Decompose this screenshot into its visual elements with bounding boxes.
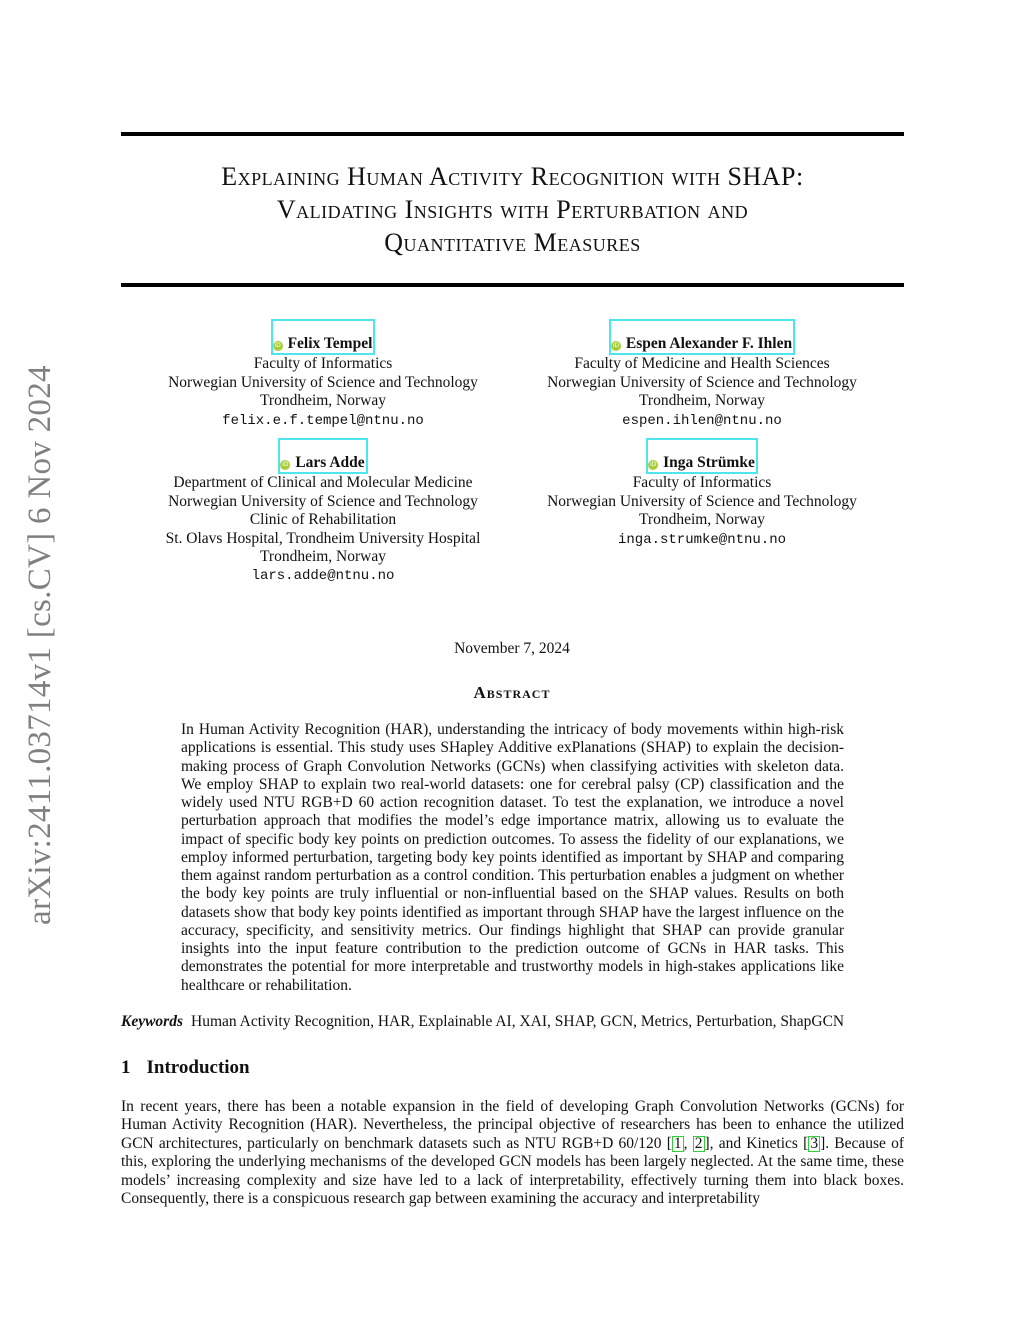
author-email[interactable]: lars.adde@ntnu.no xyxy=(251,568,395,585)
orcid-icon[interactable]: iD xyxy=(649,461,657,468)
author-name: Espen Alexander F. Ihlen xyxy=(625,335,793,352)
author-affiliation: Faculty of Informatics xyxy=(253,355,393,373)
author-affiliation: Trondheim, Norway xyxy=(638,392,765,410)
intro-text: ], and Kinetics [ xyxy=(704,1134,809,1152)
author-email[interactable]: inga.strumke@ntnu.no xyxy=(617,531,787,548)
intro-text: In recent years, there has been a notable expansion in the field of developing Graph Convolution Networks (GCNs) for Human Activity Recognition (HAR). Nevertheless, the principal objective of researchers has been to enhance the utilized GCN architectures, particularly on benchmark datasets such as NTU RGB+D 60/120 [ xyxy=(121,1098,904,1152)
author-affiliation: Norwegian University of Science and Technology xyxy=(168,373,478,391)
author-affiliation: Norwegian University of Science and Technology xyxy=(547,492,857,510)
orcid-icon[interactable]: iD xyxy=(612,342,620,349)
orcid-icon[interactable]: iD xyxy=(282,461,289,468)
title-rule-bottom xyxy=(121,283,904,287)
author-affiliation: Clinic of Rehabilitation xyxy=(249,511,397,529)
title-line-2: Validating Insights with Perturbation and xyxy=(276,195,749,224)
author-email[interactable]: espen.ihlen@ntnu.no xyxy=(622,412,782,429)
arxiv-identifier: arXiv:2411.03714v1 [cs.CV] 6 Nov 2024 xyxy=(22,365,58,925)
citation-link[interactable]: 3 xyxy=(810,1134,819,1152)
author-name-link[interactable] xyxy=(271,319,376,355)
publication-date: November 7, 2024 xyxy=(454,640,570,657)
author-affiliation: Trondheim, Norway xyxy=(259,548,386,566)
author-block-tempel xyxy=(121,319,525,430)
orcid-icon[interactable]: iD xyxy=(274,342,281,349)
author-affiliation: Trondheim, Norway xyxy=(259,392,386,410)
abstract-text: In Human Activity Recognition (HAR), understanding the intricacy of body movements within high-risk applications is essential. This study uses SHapley Additive exPlanations (SHAP) to explain the decision-making process of Graph Convolution Networks (GCNs) when classifying activities with skeleton data. We employ SHAP to explain two real-world datasets: one for cerebral palsy (CP) classification and the widely used NTU RGB+D 60 action recognition dataset. To test the explanation, we introduce a novel perturbation approach that modifies the model’s edge importance matrix, allowing us to evaluate the impact of specific body key points on prediction outcomes. To assess the fidelity of our explanations, we employ informed perturbation, targeting body key points identified as important by SHAP and comparing them against random perturbation as a control condition. This perturbation enables a judgment on whether the body key points are truly influential or non-influential based on the SHAP values. Results on both datasets show that body key points identified as important through SHAP have the largest influence on the accuracy, specificity, and sensitivity metrics. Our findings highlight that SHAP can provide granular insights into the input feature contribution to the prediction outcome of GCNs in HAR tasks. This demonstrates the potential for more interpretable and trustworthy models in high-stakes applications like healthcare or rehabilitation. xyxy=(181,721,844,994)
author-block-strumke xyxy=(500,438,904,549)
author-block-adde xyxy=(121,438,525,586)
keywords-list: Human Activity Recognition, HAR, Explainable AI, XAI, SHAP, GCN, Metrics, Perturbation, ShapGCN xyxy=(191,1013,845,1030)
citation-link[interactable]: 1 xyxy=(673,1134,682,1152)
author-name: Inga Strümke xyxy=(663,454,755,471)
author-name-link[interactable] xyxy=(609,319,795,355)
citation-separator: , xyxy=(683,1134,693,1152)
author-name-link[interactable] xyxy=(646,438,758,474)
author-email[interactable]: felix.e.f.tempel@ntnu.no xyxy=(222,412,424,429)
intro-paragraph xyxy=(121,1098,904,1208)
keywords-line xyxy=(121,1013,911,1031)
abstract-heading: Abstract xyxy=(473,683,551,702)
title-line-1: Explaining Human Activity Recognition with SHAP: xyxy=(221,162,804,191)
section-title: Introduction xyxy=(146,1057,250,1078)
author-affiliation: Department of Clinical and Molecular Medicine xyxy=(173,474,473,492)
author-name: Felix Tempel xyxy=(287,335,373,352)
author-name: Lars Adde xyxy=(295,454,365,471)
section-heading xyxy=(121,1057,250,1079)
intro-text: ]. Because of this, exploring the underlying mechanisms of the developed GCN models has been largely neglected. At the same time, these models’ increasing complexity and size have led to a lack of interpretability, effectively turning them into black boxes. Consequently, there is a conspicuous research gap between examining the accuracy and interpretability xyxy=(121,1134,905,1208)
title-line-3: Quantitative Measures xyxy=(384,228,641,257)
section-number: 1 xyxy=(121,1057,131,1078)
paper-title xyxy=(121,160,904,259)
citation-link[interactable]: 2 xyxy=(694,1134,703,1152)
author-affiliation: Faculty of Medicine and Health Sciences xyxy=(574,355,830,373)
title-rule-top xyxy=(121,132,904,136)
author-name-link[interactable] xyxy=(278,438,367,474)
author-affiliation: Faculty of Informatics xyxy=(632,474,772,492)
author-affiliation: Norwegian University of Science and Technology xyxy=(168,492,478,510)
keywords-label: Keywords xyxy=(121,1013,183,1030)
author-affiliation: Norwegian University of Science and Technology xyxy=(547,373,857,391)
author-affiliation: Trondheim, Norway xyxy=(638,511,765,529)
author-affiliation: St. Olavs Hospital, Trondheim University Hospital xyxy=(165,529,481,547)
author-block-ihlen xyxy=(500,319,904,430)
